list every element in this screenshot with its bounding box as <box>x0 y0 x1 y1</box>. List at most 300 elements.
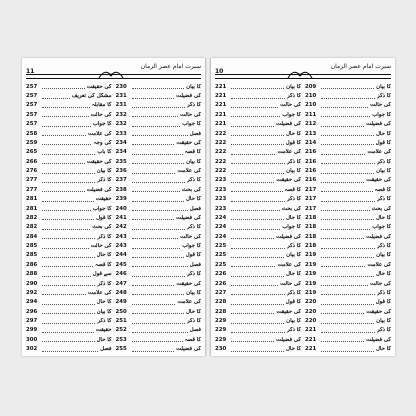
toc-entry <box>305 213 391 222</box>
dot-leader <box>42 319 95 324</box>
toc-page-number: 225 <box>215 261 227 268</box>
left-page-header <box>26 60 201 82</box>
toc-entry <box>215 279 301 288</box>
toc-page-number: 248 <box>115 289 127 296</box>
toc-entry <box>26 326 112 335</box>
toc-page-number: 258 <box>26 130 38 137</box>
toc-title: کی حالت <box>180 233 201 240</box>
toc-title: کا قول <box>285 299 301 306</box>
toc-page-number: 220 <box>305 318 317 325</box>
toc-page-number: 212 <box>305 121 317 128</box>
toc-title: کی فضیلت <box>86 186 112 193</box>
toc-title: حقیقت <box>95 196 112 203</box>
toc-page-number: 252 <box>115 327 127 334</box>
toc-page-number: 213 <box>305 130 317 137</box>
toc-title: کا جواب <box>372 224 391 231</box>
toc-entry <box>305 241 391 250</box>
toc-entry <box>215 223 301 232</box>
toc-entry <box>215 195 301 204</box>
toc-page-number: 253 <box>115 336 127 343</box>
toc-page-number: 257 <box>26 111 38 118</box>
toc-entry <box>116 148 202 157</box>
dot-leader <box>132 131 188 136</box>
toc-page-number: 232 <box>115 111 127 118</box>
toc-page-number: 234 <box>115 139 127 146</box>
toc-title: کا جواب <box>182 121 201 128</box>
toc-entry <box>215 91 301 100</box>
toc-page-number: 222 <box>215 139 227 146</box>
toc-title: کی حالت <box>280 102 301 109</box>
toc-entry <box>305 204 391 213</box>
toc-title: کی حالت <box>370 102 391 109</box>
dot-leader <box>42 140 91 145</box>
page-number: 11 <box>26 68 35 75</box>
toc-page-number: 221 <box>305 327 317 334</box>
toc-page-number: 224 <box>215 233 227 240</box>
toc-page-number: 219 <box>305 289 317 296</box>
header-rule <box>26 74 201 79</box>
toc-page-number: 241 <box>115 214 127 221</box>
dot-leader <box>42 337 95 342</box>
toc-entry <box>215 326 301 335</box>
toc-page-number: 250 <box>115 308 127 315</box>
toc-entry <box>215 157 301 166</box>
toc-title: کی علامت <box>87 130 112 137</box>
toc-entry <box>305 82 391 91</box>
toc-title: کا ذکر <box>376 327 391 334</box>
toc-title: کی حقیقت <box>176 280 201 287</box>
toc-title: کا بیان <box>286 318 301 325</box>
toc-entry <box>116 195 202 204</box>
dot-leader <box>132 140 175 145</box>
toc-page-number: 249 <box>115 299 127 306</box>
toc-page-number: 229 <box>215 336 227 343</box>
toc-title: کا قصہ <box>284 186 301 193</box>
dot-leader <box>42 244 89 249</box>
toc-title: کا جواب <box>182 243 201 250</box>
toc-page-number: 209 <box>305 83 317 90</box>
toc-title: کا قول <box>185 252 201 259</box>
dot-leader <box>231 309 274 314</box>
toc-entry <box>305 166 391 175</box>
dot-leader <box>321 206 370 211</box>
toc-page-number: 223 <box>215 205 227 212</box>
toc-page-number: 251 <box>115 318 127 325</box>
toc-page-number: 240 <box>115 205 127 212</box>
toc-entry <box>215 241 301 250</box>
toc-title: کا جواب <box>372 111 391 118</box>
toc-title: کی حالت <box>280 280 301 287</box>
toc-page-number: 216 <box>305 168 317 175</box>
right-page-header <box>215 60 391 82</box>
toc-title: کی فضیلت <box>366 233 391 240</box>
toc-entry <box>305 251 391 260</box>
toc-title: کا ذکر <box>286 196 301 203</box>
toc-page-number: 294 <box>26 299 38 306</box>
toc-page-number: 221 <box>215 121 227 128</box>
toc-title: کی فضیلت <box>176 214 201 221</box>
dot-leader <box>231 337 274 342</box>
dot-leader <box>132 103 185 108</box>
toc-title: کا جواب <box>92 205 112 212</box>
dot-leader <box>321 225 370 230</box>
dot-leader <box>321 150 365 155</box>
toc-entry <box>116 307 202 316</box>
toc-entry <box>116 270 202 279</box>
toc-entry <box>305 270 391 279</box>
toc-column <box>116 82 202 354</box>
toc-title: کا بیان <box>376 168 391 175</box>
toc-page-number: 243 <box>115 233 127 240</box>
toc-page-number: 228 <box>215 308 227 315</box>
toc-page-number: 281 <box>26 205 38 212</box>
toc-title: کا جواب <box>282 111 301 118</box>
toc-entry <box>305 120 391 129</box>
toc-title: کا جواب <box>282 224 301 231</box>
toc-page-number: 228 <box>215 299 227 306</box>
toc-title: کا قصہ <box>184 336 201 343</box>
toc-columns <box>26 82 201 354</box>
toc-page-number: 302 <box>26 346 38 353</box>
toc-entry <box>116 279 202 288</box>
dot-leader <box>321 197 375 202</box>
dot-leader <box>132 309 185 314</box>
toc-title: کی علامت <box>277 261 301 268</box>
dot-leader <box>132 112 179 117</box>
toc-entry <box>26 148 112 157</box>
toc-page-number: 229 <box>215 327 227 334</box>
toc-entry <box>26 176 112 185</box>
dot-leader <box>231 300 284 305</box>
dot-leader <box>321 234 364 239</box>
toc-page-number: 281 <box>26 196 38 203</box>
toc-entry <box>305 298 391 307</box>
toc-entry <box>26 270 112 279</box>
toc-entry <box>305 288 391 297</box>
dot-leader <box>321 159 375 164</box>
toc-page-number: 299 <box>26 327 38 334</box>
toc-page-number: 216 <box>305 158 317 165</box>
toc-entry <box>116 138 202 147</box>
toc-page-number: 222 <box>215 168 227 175</box>
toc-entry <box>305 316 391 325</box>
dot-leader <box>231 206 280 211</box>
toc-title: کی علامت <box>177 168 201 175</box>
toc-title: کا حال <box>286 271 301 278</box>
toc-page-number: 226 <box>215 271 227 278</box>
toc-title: کا بیان <box>286 252 301 259</box>
toc-page-number: 257 <box>26 121 38 128</box>
toc-page-number: 290 <box>26 280 38 287</box>
dot-leader <box>132 262 188 267</box>
toc-entry <box>116 316 202 325</box>
toc-entry <box>215 82 301 91</box>
running-title: سیرت امام عصر الزمان <box>140 63 201 70</box>
toc-entry <box>215 260 301 269</box>
toc-entry <box>305 335 391 344</box>
toc-page-number: 225 <box>215 243 227 250</box>
toc-page-number: 214 <box>305 139 317 146</box>
toc-title: مشکل کی تعریف <box>71 93 112 100</box>
dot-leader <box>321 187 373 192</box>
dot-leader <box>42 122 91 127</box>
toc-page-number: 244 <box>115 252 127 259</box>
dot-leader <box>42 328 94 333</box>
toc-title: کا ذکر <box>186 224 201 231</box>
dot-leader <box>132 150 183 155</box>
toc-page-number: 235 <box>115 158 127 165</box>
toc-title: کی حقیقت <box>276 308 301 315</box>
toc-entry <box>116 288 202 297</box>
dot-leader <box>231 103 278 108</box>
dot-leader <box>231 159 285 164</box>
toc-entry <box>215 345 301 354</box>
toc-entry <box>305 101 391 110</box>
toc-page-number: 216 <box>305 149 317 156</box>
toc-title: کا ذکر <box>376 289 391 296</box>
toc-page-number: 226 <box>215 280 227 287</box>
dot-leader <box>231 94 285 99</box>
toc-page-number: 218 <box>305 243 317 250</box>
dot-leader <box>132 300 176 305</box>
dot-leader <box>321 337 364 342</box>
toc-page-number: 221 <box>215 111 227 118</box>
toc-title: کا ذکر <box>97 280 112 287</box>
dot-leader <box>231 150 275 155</box>
toc-entry <box>26 110 112 119</box>
toc-entry <box>26 316 112 325</box>
dot-leader <box>321 300 374 305</box>
toc-entry <box>26 223 112 232</box>
toc-page-number: 277 <box>26 186 38 193</box>
toc-column <box>26 82 112 354</box>
dot-leader <box>231 215 284 220</box>
toc-title: کا جواب <box>92 121 112 128</box>
toc-entry <box>305 138 391 147</box>
dot-leader <box>231 290 285 295</box>
toc-title: کا بیان <box>376 318 391 325</box>
toc-page-number: 266 <box>26 158 38 165</box>
toc-entry <box>215 166 301 175</box>
toc-title: کا ذکر <box>376 196 391 203</box>
dot-leader <box>42 150 95 155</box>
toc-page-number: 237 <box>115 177 127 184</box>
dot-leader <box>42 225 90 230</box>
toc-title: کی علامت <box>367 149 391 156</box>
toc-page-number: 222 <box>215 149 227 156</box>
dot-leader <box>231 328 285 333</box>
toc-page-number: 221 <box>215 102 227 109</box>
toc-title: کا بیان <box>186 83 201 90</box>
toc-entry <box>305 129 391 138</box>
toc-title: کی حقیقت <box>276 177 301 184</box>
toc-title: کی فضیلت <box>276 233 301 240</box>
toc-page-number: 245 <box>115 261 127 268</box>
dot-leader <box>321 215 374 220</box>
toc-page-number: 219 <box>305 252 317 259</box>
dot-leader <box>42 347 98 352</box>
toc-title: کا ذکر <box>286 327 301 334</box>
dot-leader <box>321 244 375 249</box>
toc-entry <box>26 251 112 260</box>
toc-entry <box>26 279 112 288</box>
toc-title: کا قول <box>375 139 391 146</box>
toc-title: فصل <box>100 346 112 353</box>
toc-entry <box>215 270 301 279</box>
dot-leader <box>42 253 95 258</box>
dot-leader <box>42 84 85 89</box>
toc-page-number: 285 <box>26 243 38 250</box>
header-rule <box>215 74 391 79</box>
toc-title: فصل <box>189 130 201 137</box>
dot-leader <box>231 112 280 117</box>
toc-title: کا بیان <box>286 83 301 90</box>
dot-leader <box>132 234 179 239</box>
dot-leader <box>231 131 284 136</box>
dot-leader <box>231 122 274 127</box>
dot-leader <box>42 159 85 164</box>
toc-title: کا قصہ <box>374 186 391 193</box>
toc-title: کا حال <box>96 252 112 259</box>
toc-title: کا قصہ <box>184 149 201 156</box>
toc-entry <box>305 223 391 232</box>
toc-entry <box>215 185 301 194</box>
toc-title: کی حقیقت <box>176 139 201 146</box>
toc-entry <box>116 345 202 354</box>
toc-title: فصل <box>189 327 201 334</box>
toc-entry <box>116 298 202 307</box>
toc-entry <box>116 335 202 344</box>
toc-title: کا حال <box>286 214 301 221</box>
toc-entry <box>116 232 202 241</box>
dot-leader <box>231 281 278 286</box>
toc-page-number: 265 <box>26 149 38 156</box>
toc-entry <box>26 101 112 110</box>
toc-title: کا ذکر <box>186 102 201 109</box>
toc-column <box>215 82 301 354</box>
toc-page-number: 284 <box>26 233 38 240</box>
toc-entry <box>215 298 301 307</box>
toc-title: کی علامت <box>177 299 201 306</box>
dot-leader <box>42 131 86 136</box>
dot-leader <box>132 84 185 89</box>
toc-title: سے قول <box>92 271 112 278</box>
toc-title: کا ذکر <box>186 271 201 278</box>
toc-entry <box>305 157 391 166</box>
dot-leader <box>42 300 95 305</box>
toc-entry <box>116 326 202 335</box>
toc-page-number: 219 <box>305 280 317 287</box>
toc-title: کا بیان <box>376 252 391 259</box>
toc-entry <box>116 251 202 260</box>
toc-entry <box>215 110 301 119</box>
toc-title: کا ذکر <box>97 318 112 325</box>
toc-page-number: 222 <box>215 130 227 137</box>
dot-leader <box>42 187 85 192</box>
toc-entry <box>215 232 301 241</box>
toc-title: کی فضیلت <box>276 121 301 128</box>
dot-leader <box>231 225 280 230</box>
toc-title: کا بیان <box>286 168 301 175</box>
toc-page-number: 218 <box>305 224 317 231</box>
toc-page-number: 223 <box>215 196 227 203</box>
toc-entry <box>26 82 112 91</box>
dot-leader <box>231 187 283 192</box>
right-page <box>211 58 395 356</box>
toc-page-number: 224 <box>215 224 227 231</box>
toc-entry <box>116 120 202 129</box>
dot-leader <box>42 272 91 277</box>
toc-page-number: 224 <box>215 214 227 221</box>
toc-entry <box>26 288 112 297</box>
toc-title: کی حالت <box>180 111 201 118</box>
toc-entry <box>305 148 391 157</box>
toc-title: حقیقت <box>95 327 112 334</box>
toc-entry <box>116 82 202 91</box>
dot-leader <box>42 262 93 267</box>
dot-leader <box>231 84 284 89</box>
toc-page-number: 218 <box>305 214 317 221</box>
dot-leader <box>132 169 176 174</box>
dot-leader <box>321 319 374 324</box>
toc-title: کا حال <box>376 271 391 278</box>
toc-page-number: 282 <box>26 224 38 231</box>
toc-title: کی حقیقت <box>366 308 391 315</box>
dot-leader <box>132 178 185 183</box>
toc-page-number: 285 <box>26 252 38 259</box>
toc-entry <box>305 326 391 335</box>
toc-page-number: 234 <box>115 149 127 156</box>
toc-title: کی فضیلت <box>176 93 201 100</box>
dot-leader <box>42 197 94 202</box>
dot-leader <box>42 281 95 286</box>
dot-leader <box>132 253 184 258</box>
toc-entry <box>116 213 202 222</box>
toc-page-number: 233 <box>115 130 127 137</box>
dot-leader <box>231 272 284 277</box>
toc-entry <box>26 91 112 100</box>
toc-title: کی علامت <box>277 149 301 156</box>
toc-entry <box>26 232 112 241</box>
toc-title: کا ذکر <box>97 177 112 184</box>
dot-leader <box>321 103 368 108</box>
toc-title: کا حال <box>286 346 301 353</box>
dot-leader <box>132 94 175 99</box>
toc-page-number: 247 <box>115 280 127 287</box>
toc-page-number: 277 <box>26 177 38 184</box>
toc-entry <box>215 316 301 325</box>
toc-title: کا ذکر <box>376 158 391 165</box>
toc-title: کی حقیقت <box>86 83 112 90</box>
toc-title: کا بیان <box>186 158 201 165</box>
toc-entry <box>26 166 112 175</box>
toc-title: کا بیان <box>96 308 112 315</box>
toc-title: کا قول <box>96 214 112 221</box>
toc-entry <box>305 260 391 269</box>
dot-leader <box>231 140 284 145</box>
dot-leader <box>132 281 175 286</box>
toc-entry <box>215 120 301 129</box>
toc-entry <box>116 101 202 110</box>
toc-entry <box>215 101 301 110</box>
toc-page-number: 218 <box>305 233 317 240</box>
toc-page-number: 230 <box>215 346 227 353</box>
dot-leader <box>42 169 95 174</box>
toc-page-number: 286 <box>26 261 38 268</box>
toc-entry <box>116 176 202 185</box>
toc-page-number: 220 <box>305 299 317 306</box>
toc-entry <box>215 213 301 222</box>
